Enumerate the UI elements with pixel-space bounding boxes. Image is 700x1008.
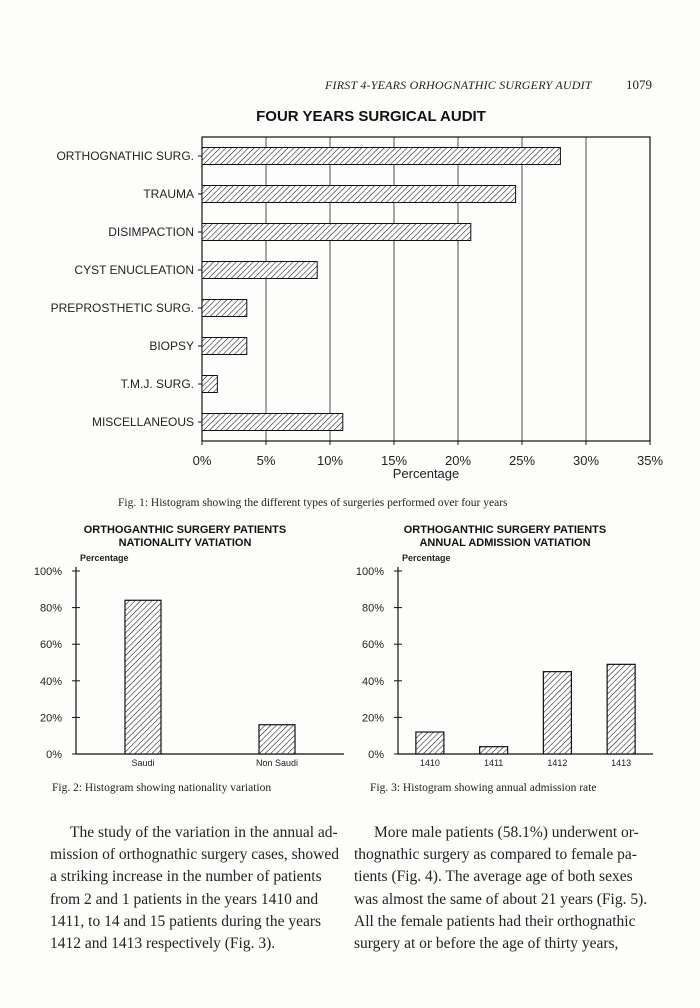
fig1-title: FOUR YEARS SURGICAL AUDIT: [256, 108, 486, 125]
x-axis-label: Percentage: [392, 466, 460, 481]
body-line: was almost the same of about 21 years (Fig. 5).: [354, 890, 648, 908]
x-tick-label: 1410: [419, 758, 440, 768]
x-tick-label: 1411: [483, 758, 504, 768]
x-tick-label: 10%: [316, 453, 344, 468]
bar: [125, 600, 161, 754]
bar: [202, 414, 343, 431]
category-label: CYST ENUCLEATION: [74, 263, 194, 277]
bar: [202, 262, 317, 279]
body-line: 1411, to 14 and 15 patients during the years: [50, 912, 322, 930]
y-tick-label: 80%: [39, 602, 62, 615]
body-line: More male patients (58.1%) underwent or-: [374, 824, 639, 841]
bar: [259, 725, 295, 754]
bar: [607, 664, 635, 754]
y-tick-label: 0%: [368, 749, 384, 761]
category-label: TRAUMA: [143, 187, 194, 201]
x-tick-label: 25%: [508, 453, 536, 468]
y-axis-label: Percentage: [402, 553, 451, 563]
fig3-title-line1: ORTHOGANTHIC SURGERY PATIENTS: [403, 524, 607, 536]
x-tick-label: 15%: [380, 453, 408, 468]
bar: [202, 300, 247, 317]
x-tick-label: 0%: [192, 453, 212, 468]
fig2-title-line2: NATIONALITY VATIATION: [118, 537, 252, 549]
bar: [543, 672, 571, 754]
bar: [202, 224, 471, 241]
body-right-column: [354, 822, 654, 955]
x-tick-label: 1413: [611, 758, 632, 768]
fig3-title-line2: ANNUAL ADMISSION VATIATION: [419, 537, 591, 549]
body-line: The study of the variation in the annual ad-: [70, 824, 338, 841]
fig3-chart: [356, 553, 653, 768]
body-left-column: [50, 822, 350, 955]
x-tick-label: Saudi: [131, 758, 155, 768]
bar: [202, 148, 560, 165]
bar: [202, 338, 247, 355]
body-line: mission of orthognathic surgery cases, showed: [50, 846, 339, 864]
y-tick-label: 20%: [39, 712, 62, 725]
x-tick-label: 5%: [256, 453, 276, 468]
y-tick-label: 40%: [39, 675, 62, 688]
y-tick-label: 0%: [46, 749, 62, 761]
running-title: FIRST 4-YEARS ORHOGNATHIC SURGERY AUDIT: [325, 78, 592, 92]
y-tick-label: 20%: [361, 712, 384, 725]
x-tick-label: 20%: [444, 453, 472, 468]
category-label: DISIMPACTION: [108, 225, 194, 239]
body-line: 1412 and 1413 respectively (Fig. 3).: [50, 935, 276, 953]
y-tick-label: 80%: [361, 602, 384, 615]
fig1-caption: Fig. 1: Histogram showing the different types of surgeries performed over four years: [118, 497, 508, 509]
body-line: from 2 and 1 patients in the years 1410 and: [50, 890, 319, 908]
y-tick-label: 60%: [39, 639, 62, 652]
y-tick-label: 100%: [33, 566, 62, 578]
x-tick-label: 1412: [547, 758, 568, 768]
category-label: BIOPSY: [149, 339, 194, 353]
x-tick-label: 30%: [572, 453, 600, 468]
bar: [416, 732, 444, 754]
body-line: All the female patients had their orthognathic: [354, 912, 636, 930]
bar: [480, 747, 508, 754]
bar: [202, 186, 516, 203]
category-label: MISCELLANEOUS: [91, 415, 194, 429]
fig2-caption: Fig. 2: Histogram showing nationality variation: [52, 782, 272, 794]
fig2-title: [40, 524, 330, 550]
fig3-caption: Fig. 3: Histogram showing annual admission rate: [370, 782, 597, 794]
fig1-chart: [51, 137, 664, 481]
x-tick-label: 35%: [636, 453, 664, 468]
x-tick-label: Non Saudi: [255, 758, 299, 768]
category-label: PREPROSTHETIC SURG.: [50, 301, 194, 315]
bar: [202, 376, 217, 393]
fig2-title-line1: ORTHOGANTHIC SURGERY PATIENTS: [83, 524, 287, 536]
fig3-title: [360, 524, 650, 550]
category-label: T.M.J. SURG.: [120, 377, 194, 391]
fig2-chart: [34, 553, 344, 768]
category-label: ORTHOGNATHIC SURG.: [56, 149, 194, 163]
body-line: tients (Fig. 4). The average age of both sexes: [354, 868, 633, 886]
y-axis-label: Percentage: [80, 553, 129, 563]
y-tick-label: 100%: [355, 566, 384, 578]
page-number: 1079: [626, 77, 652, 92]
body-line: a striking increase in the number of patients: [50, 868, 322, 886]
body-line: thognathic surgery as compared to female pa-: [354, 846, 637, 864]
plot-frame: [202, 137, 650, 441]
y-tick-label: 40%: [361, 675, 384, 688]
y-tick-label: 60%: [361, 639, 384, 652]
body-line: surgery at or before the age of thirty years,: [354, 935, 619, 953]
